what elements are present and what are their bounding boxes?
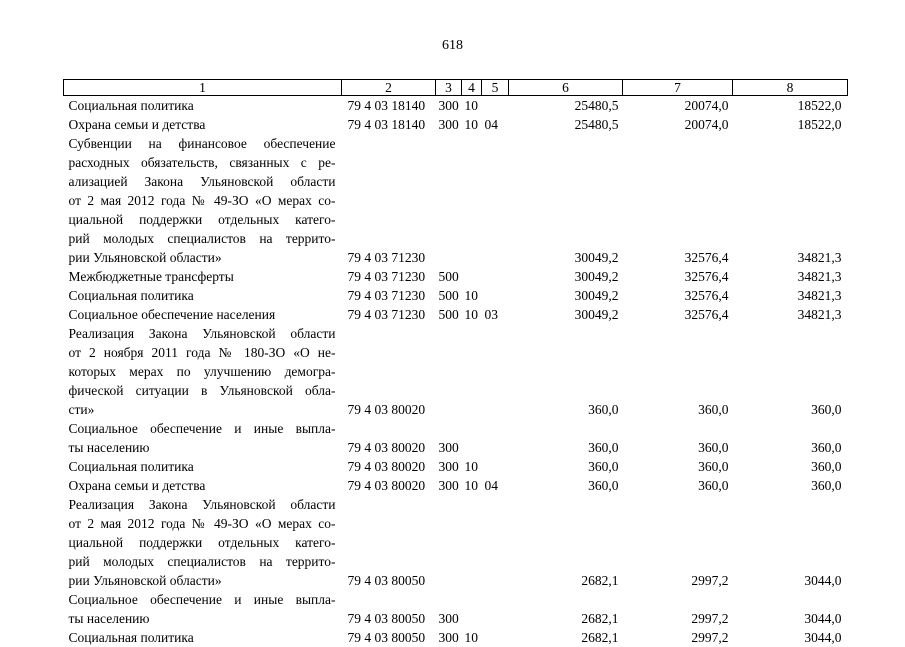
row-name-line: Социальная политика bbox=[69, 96, 336, 115]
row-name-line: Охрана семьи и детства bbox=[69, 476, 336, 495]
row-subsection bbox=[482, 267, 509, 286]
row-value-col7: 360,0 bbox=[623, 419, 733, 457]
row-value-col6: 30049,2 bbox=[509, 286, 623, 305]
row-name-line: циальной поддержки отдельных катего- bbox=[69, 210, 336, 229]
row-name-line: сти» bbox=[69, 400, 336, 419]
row-name-line: Реализация Закона Ульяновской области bbox=[69, 495, 336, 514]
row-name-line: Социальное обеспечение и иные выпла- bbox=[69, 419, 336, 438]
row-subsection bbox=[482, 628, 509, 647]
row-name-line: циальной поддержки отдельных катего- bbox=[69, 533, 336, 552]
row-name bbox=[64, 96, 342, 116]
table-row bbox=[64, 305, 848, 324]
row-name-line: рии Ульяновской области» bbox=[69, 571, 336, 590]
table-row bbox=[64, 267, 848, 286]
row-section bbox=[462, 495, 482, 590]
row-name bbox=[64, 267, 342, 286]
row-target-article: 79 4 03 18140 bbox=[342, 115, 436, 134]
table-header-row bbox=[64, 80, 848, 96]
row-value-col8: 34821,3 bbox=[733, 286, 848, 305]
table-row bbox=[64, 495, 848, 590]
row-subsection bbox=[482, 324, 509, 419]
row-subsection bbox=[482, 495, 509, 590]
row-name bbox=[64, 590, 342, 628]
row-name-line: Социальное обеспечение и иные выпла- bbox=[69, 590, 336, 609]
budget-table bbox=[63, 79, 848, 647]
row-target-article: 79 4 03 80050 bbox=[342, 590, 436, 628]
row-value-col8: 18522,0 bbox=[733, 96, 848, 116]
row-value-col7: 2997,2 bbox=[623, 590, 733, 628]
row-expense-type: 500 bbox=[436, 267, 462, 286]
row-name bbox=[64, 324, 342, 419]
row-expense-type: 300 bbox=[436, 476, 462, 495]
page-number: 618 bbox=[0, 38, 905, 54]
row-name-line: от 2 мая 2012 года № 49-ЗО «О мерах со- bbox=[69, 514, 336, 533]
row-value-col8: 3044,0 bbox=[733, 628, 848, 647]
row-name bbox=[64, 305, 342, 324]
row-value-col6: 360,0 bbox=[509, 324, 623, 419]
row-value-col6: 30049,2 bbox=[509, 305, 623, 324]
row-value-col8: 360,0 bbox=[733, 324, 848, 419]
row-value-col7: 20074,0 bbox=[623, 115, 733, 134]
row-name-line: рий молодых специалистов на террито- bbox=[69, 229, 336, 248]
row-name-line: расходных обязательств, связанных с ре- bbox=[69, 153, 336, 172]
row-name-line: фической ситуации в Ульяновской обла- bbox=[69, 381, 336, 400]
row-target-article: 79 4 03 80020 bbox=[342, 419, 436, 457]
row-expense-type: 500 bbox=[436, 286, 462, 305]
row-value-col8: 360,0 bbox=[733, 419, 848, 457]
row-subsection bbox=[482, 457, 509, 476]
row-value-col6: 2682,1 bbox=[509, 590, 623, 628]
row-value-col7: 32576,4 bbox=[623, 134, 733, 267]
row-value-col7: 20074,0 bbox=[623, 96, 733, 116]
row-name bbox=[64, 495, 342, 590]
header-col-4: 4 bbox=[462, 80, 482, 96]
header-col-6: 6 bbox=[509, 80, 623, 96]
row-value-col7: 2997,2 bbox=[623, 628, 733, 647]
row-name-line: Реализация Закона Ульяновской области bbox=[69, 324, 336, 343]
row-target-article: 79 4 03 80020 bbox=[342, 324, 436, 419]
table-row bbox=[64, 628, 848, 647]
row-name-line: Охрана семьи и детства bbox=[69, 115, 336, 134]
row-value-col8: 3044,0 bbox=[733, 495, 848, 590]
row-target-article: 79 4 03 71230 bbox=[342, 286, 436, 305]
row-name-line: которых мерах по улучшению демогра- bbox=[69, 362, 336, 381]
table-row bbox=[64, 134, 848, 267]
row-subsection bbox=[482, 419, 509, 457]
row-name-line: Межбюджетные трансферты bbox=[69, 267, 336, 286]
row-target-article: 79 4 03 80050 bbox=[342, 628, 436, 647]
row-value-col8: 18522,0 bbox=[733, 115, 848, 134]
row-value-col6: 25480,5 bbox=[509, 115, 623, 134]
header-col-7: 7 bbox=[623, 80, 733, 96]
row-value-col8: 34821,3 bbox=[733, 305, 848, 324]
row-value-col7: 32576,4 bbox=[623, 305, 733, 324]
row-expense-type: 300 bbox=[436, 457, 462, 476]
row-expense-type bbox=[436, 134, 462, 267]
row-value-col7: 32576,4 bbox=[623, 286, 733, 305]
row-value-col6: 2682,1 bbox=[509, 495, 623, 590]
row-name-line: Социальная политика bbox=[69, 286, 336, 305]
row-subsection bbox=[482, 96, 509, 116]
row-section bbox=[462, 267, 482, 286]
row-name-line: Социальная политика bbox=[69, 457, 336, 476]
row-name-line: ты населению bbox=[69, 609, 336, 628]
row-expense-type: 300 bbox=[436, 115, 462, 134]
row-expense-type bbox=[436, 495, 462, 590]
table-row bbox=[64, 286, 848, 305]
row-name-line: ализацией Закона Ульяновской области bbox=[69, 172, 336, 191]
row-section: 10 bbox=[462, 305, 482, 324]
row-value-col7: 360,0 bbox=[623, 457, 733, 476]
row-name-line: Социальное обеспечение населения bbox=[69, 305, 336, 324]
row-target-article: 79 4 03 80020 bbox=[342, 476, 436, 495]
row-section: 10 bbox=[462, 476, 482, 495]
table-row bbox=[64, 476, 848, 495]
row-name bbox=[64, 286, 342, 305]
header-col-3: 3 bbox=[436, 80, 462, 96]
row-section bbox=[462, 134, 482, 267]
row-target-article: 79 4 03 71230 bbox=[342, 267, 436, 286]
row-value-col8: 34821,3 bbox=[733, 134, 848, 267]
row-subsection: 03 bbox=[482, 305, 509, 324]
row-name bbox=[64, 476, 342, 495]
row-value-col7: 360,0 bbox=[623, 324, 733, 419]
row-section: 10 bbox=[462, 628, 482, 647]
row-target-article: 79 4 03 80020 bbox=[342, 457, 436, 476]
row-value-col8: 34821,3 bbox=[733, 267, 848, 286]
row-target-article: 79 4 03 71230 bbox=[342, 134, 436, 267]
table-row bbox=[64, 590, 848, 628]
row-expense-type bbox=[436, 324, 462, 419]
table-row bbox=[64, 115, 848, 134]
row-section bbox=[462, 590, 482, 628]
row-subsection bbox=[482, 590, 509, 628]
row-section bbox=[462, 324, 482, 419]
row-name bbox=[64, 419, 342, 457]
table-row bbox=[64, 457, 848, 476]
row-name-line: Социальная политика bbox=[69, 628, 336, 647]
row-target-article: 79 4 03 71230 bbox=[342, 305, 436, 324]
row-value-col6: 30049,2 bbox=[509, 134, 623, 267]
table-row bbox=[64, 324, 848, 419]
row-value-col6: 360,0 bbox=[509, 457, 623, 476]
row-name bbox=[64, 115, 342, 134]
row-value-col8: 3044,0 bbox=[733, 590, 848, 628]
row-name-line: от 2 мая 2012 года № 49-ЗО «О мерах со- bbox=[69, 191, 336, 210]
header-col-2: 2 bbox=[342, 80, 436, 96]
row-name bbox=[64, 134, 342, 267]
row-subsection bbox=[482, 134, 509, 267]
row-name-line: ты населению bbox=[69, 438, 336, 457]
row-value-col6: 25480,5 bbox=[509, 96, 623, 116]
table-row bbox=[64, 96, 848, 116]
row-name-line: рий молодых специалистов на террито- bbox=[69, 552, 336, 571]
header-col-1: 1 bbox=[64, 80, 342, 96]
row-section bbox=[462, 419, 482, 457]
row-value-col8: 360,0 bbox=[733, 457, 848, 476]
row-value-col7: 2997,2 bbox=[623, 495, 733, 590]
row-name-line: от 2 ноября 2011 года № 180-ЗО «О не- bbox=[69, 343, 336, 362]
row-value-col6: 2682,1 bbox=[509, 628, 623, 647]
row-expense-type: 300 bbox=[436, 419, 462, 457]
row-value-col6: 30049,2 bbox=[509, 267, 623, 286]
row-name-line: Субвенции на финансовое обеспечение bbox=[69, 134, 336, 153]
row-name bbox=[64, 457, 342, 476]
row-value-col7: 360,0 bbox=[623, 476, 733, 495]
table-row bbox=[64, 419, 848, 457]
row-section: 10 bbox=[462, 96, 482, 116]
header-col-5: 5 bbox=[482, 80, 509, 96]
table-body bbox=[64, 96, 848, 647]
row-name bbox=[64, 628, 342, 647]
row-target-article: 79 4 03 80050 bbox=[342, 495, 436, 590]
row-name-line: рии Ульяновской области» bbox=[69, 248, 336, 267]
row-value-col6: 360,0 bbox=[509, 419, 623, 457]
row-section: 10 bbox=[462, 457, 482, 476]
row-value-col8: 360,0 bbox=[733, 476, 848, 495]
row-expense-type: 300 bbox=[436, 96, 462, 116]
row-value-col7: 32576,4 bbox=[623, 267, 733, 286]
row-section: 10 bbox=[462, 286, 482, 305]
row-subsection: 04 bbox=[482, 115, 509, 134]
header-col-8: 8 bbox=[733, 80, 848, 96]
row-value-col6: 360,0 bbox=[509, 476, 623, 495]
row-expense-type: 500 bbox=[436, 305, 462, 324]
row-section: 10 bbox=[462, 115, 482, 134]
row-subsection bbox=[482, 286, 509, 305]
row-expense-type: 300 bbox=[436, 590, 462, 628]
row-target-article: 79 4 03 18140 bbox=[342, 96, 436, 116]
row-expense-type: 300 bbox=[436, 628, 462, 647]
row-subsection: 04 bbox=[482, 476, 509, 495]
